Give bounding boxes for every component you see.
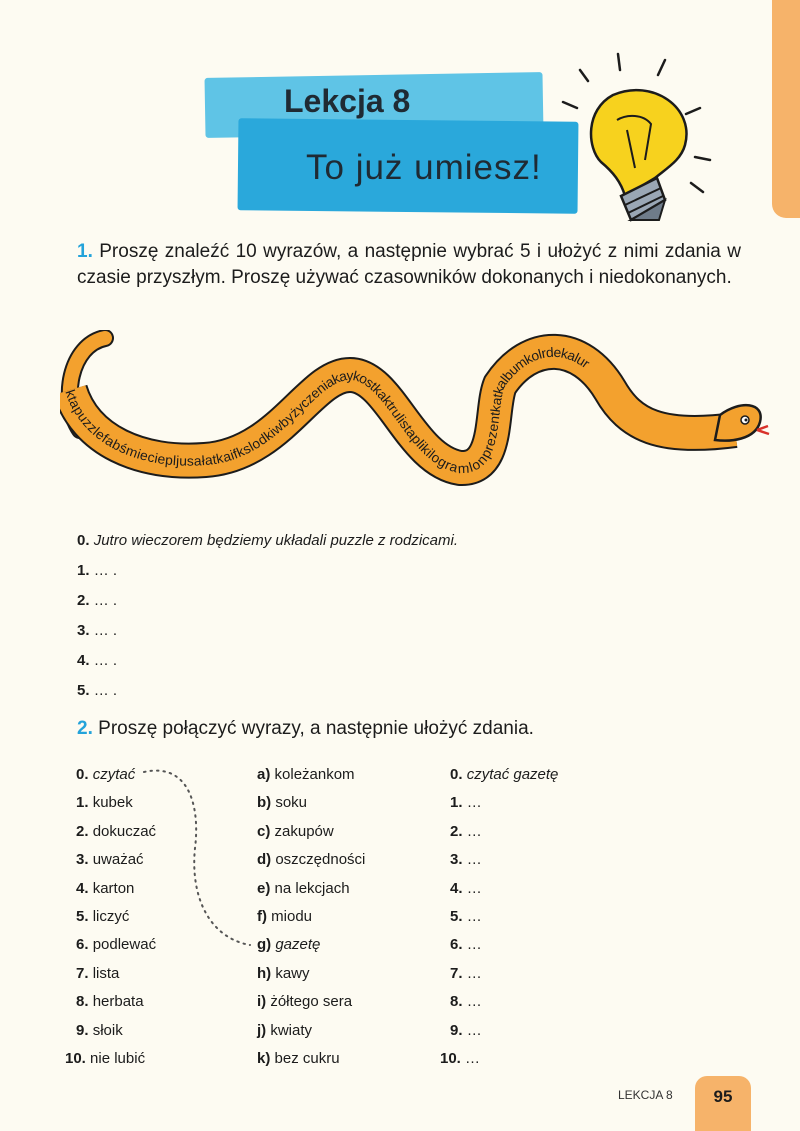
- item-number: 1.: [76, 794, 89, 812]
- answer-line[interactable]: [450, 935, 558, 963]
- match-option[interactable]: [257, 907, 365, 935]
- answer-line[interactable]: [77, 620, 458, 650]
- answer-blank: …: [466, 879, 482, 897]
- lesson-title: Lekcja 8: [284, 83, 411, 119]
- item-word: karton: [92, 879, 135, 897]
- page-number: 95: [713, 1087, 733, 1106]
- match-option[interactable]: [257, 935, 365, 963]
- example-line: [77, 530, 458, 560]
- option-word: soku: [275, 794, 308, 812]
- task-1-instruction: [77, 239, 741, 291]
- item-word: podlewać: [92, 936, 157, 954]
- match-option[interactable]: [257, 964, 365, 992]
- match-item[interactable]: [76, 935, 156, 963]
- option-word: kwiaty: [270, 1021, 313, 1039]
- answer-blank: …: [466, 822, 482, 840]
- answer-blank: … .: [93, 562, 118, 579]
- match-item[interactable]: [76, 765, 156, 793]
- answer-line[interactable]: [440, 1049, 558, 1077]
- answer-blank: …: [465, 1049, 481, 1067]
- line-number: 4.: [77, 652, 90, 669]
- item-word: słoik: [92, 1021, 123, 1039]
- option-letter: k): [257, 1049, 271, 1067]
- match-item[interactable]: [76, 879, 156, 907]
- item-word: nie lubić: [90, 1049, 146, 1067]
- item-number: 2.: [76, 822, 89, 840]
- item-word: herbata: [92, 993, 144, 1011]
- option-word: koleżankom: [274, 766, 355, 783]
- item-word: uważać: [92, 851, 144, 869]
- match-item[interactable]: [76, 992, 156, 1020]
- option-word: zakupów: [274, 822, 334, 840]
- item-number: 9.: [76, 1021, 89, 1039]
- item-number: 8.: [76, 993, 89, 1011]
- task-1-answers: [77, 530, 458, 710]
- answer-line[interactable]: [450, 793, 558, 821]
- answer-number: 9.: [450, 1021, 463, 1039]
- answer-blank: … .: [93, 622, 118, 639]
- item-number: 0.: [76, 766, 89, 783]
- answer-number: 6.: [450, 936, 463, 954]
- option-word: bez cukru: [274, 1049, 340, 1067]
- task-text: Proszę znaleźć 10 wyrazów, a następnie wybrać 5 i ułożyć z nimi zdania w czasie przyszłym. Proszę używać czasowników dokonanych i niedokonanych.: [77, 241, 741, 288]
- option-word: miodu: [271, 907, 313, 925]
- line-number: 3.: [77, 622, 90, 639]
- item-word: liczyć: [92, 907, 130, 925]
- item-number: 3.: [76, 851, 89, 869]
- answer-number: 0.: [450, 766, 463, 783]
- answer-blank: …: [466, 964, 482, 982]
- answer-blank: …: [466, 794, 482, 812]
- option-word: gazetę: [275, 936, 321, 954]
- answer-line[interactable]: [450, 879, 558, 907]
- line-number: 1.: [77, 562, 90, 579]
- answer-blank: …: [466, 936, 482, 954]
- option-word: żółtego sera: [270, 993, 353, 1011]
- footer-lesson-label: LEKCJA 8: [618, 1088, 673, 1102]
- page-number-badge: [695, 1076, 751, 1131]
- option-word: na lekcjach: [274, 879, 350, 897]
- item-number: 5.: [76, 907, 89, 925]
- answer-line[interactable]: [450, 822, 558, 850]
- option-letter: f): [257, 907, 267, 925]
- answer-blank: … .: [93, 592, 118, 609]
- answer-line[interactable]: [77, 590, 458, 620]
- answer-number: 10.: [440, 1049, 461, 1067]
- word-snake: [60, 330, 770, 500]
- match-option[interactable]: [257, 793, 365, 821]
- match-option[interactable]: [257, 1049, 365, 1077]
- answer-blank: …: [466, 907, 482, 925]
- option-letter: g): [257, 936, 272, 954]
- line-number: 0.: [77, 532, 90, 549]
- verbs-column: [65, 765, 157, 1077]
- item-number: 6.: [76, 936, 89, 954]
- answer-text: czytać gazetę: [466, 766, 559, 783]
- matching-line: [140, 768, 260, 953]
- match-item[interactable]: [65, 1049, 156, 1077]
- match-item[interactable]: [76, 793, 156, 821]
- item-number: 7.: [76, 964, 89, 982]
- answer-blank: … .: [93, 652, 118, 669]
- answer-number: 7.: [450, 964, 463, 982]
- task-text: Proszę połączyć wyrazy, a następnie ułożyć zdania.: [98, 718, 534, 739]
- answer-number: 3.: [450, 851, 463, 869]
- option-word: kawy: [275, 964, 310, 982]
- option-letter: b): [257, 794, 272, 812]
- match-option[interactable]: [257, 992, 365, 1020]
- answer-line[interactable]: [450, 1021, 558, 1049]
- answer-number: 4.: [450, 879, 463, 897]
- option-word: oszczędności: [275, 851, 366, 869]
- item-number: 4.: [76, 879, 89, 897]
- match-item[interactable]: [76, 822, 156, 850]
- option-letter: c): [257, 822, 271, 840]
- option-letter: h): [257, 964, 272, 982]
- answer-blank: … .: [93, 682, 118, 699]
- answer-line[interactable]: [77, 680, 458, 710]
- option-letter: e): [257, 879, 271, 897]
- item-number: 10.: [65, 1049, 86, 1067]
- item-word: kubek: [92, 794, 133, 812]
- answer-line: [450, 765, 558, 793]
- answer-line[interactable]: [77, 560, 458, 590]
- answer-line[interactable]: [450, 907, 558, 935]
- answer-number: 5.: [450, 907, 463, 925]
- match-item[interactable]: [76, 907, 156, 935]
- answer-blank: …: [466, 993, 482, 1011]
- match-item[interactable]: [76, 1021, 156, 1049]
- answer-number: 1.: [450, 794, 463, 812]
- match-item[interactable]: [76, 964, 156, 992]
- lightbulb-icon: [555, 50, 725, 235]
- option-letter: j): [257, 1021, 267, 1039]
- answer-line[interactable]: [450, 964, 558, 992]
- edge-tab: [772, 0, 800, 218]
- match-option[interactable]: [257, 879, 365, 907]
- example-sentence: Jutro wieczorem będziemy układali puzzle z rodzicami.: [93, 532, 458, 549]
- answers-column: [440, 765, 559, 1077]
- snake-letters: ktapuzzlefabśmieciepljusałatkaifkslodkiwbyżyczeniakaykostkaktrulistaplikilogramlonprezentkatkalbumkolrdekalur: [62, 344, 593, 477]
- answer-line[interactable]: [450, 850, 558, 878]
- answer-blank: …: [466, 1021, 482, 1039]
- line-number: 2.: [77, 592, 90, 609]
- option-letter: d): [257, 851, 272, 869]
- task-2-instruction: [77, 716, 534, 742]
- match-option[interactable]: [257, 850, 365, 878]
- task-number: 2.: [77, 718, 93, 739]
- item-word: dokuczać: [92, 822, 157, 840]
- option-letter: a): [257, 766, 271, 783]
- answer-blank: …: [466, 851, 482, 869]
- answer-number: 8.: [450, 993, 463, 1011]
- option-letter: i): [257, 993, 267, 1011]
- item-word: lista: [92, 964, 120, 982]
- answer-number: 2.: [450, 822, 463, 840]
- line-number: 5.: [77, 682, 90, 699]
- match-option[interactable]: [257, 765, 365, 793]
- complements-column: [257, 765, 365, 1077]
- answer-line[interactable]: [77, 650, 458, 680]
- match-option[interactable]: [257, 1021, 365, 1049]
- item-word: czytać: [92, 766, 136, 783]
- match-item[interactable]: [76, 850, 156, 878]
- answer-line[interactable]: [450, 992, 558, 1020]
- lesson-subtitle: To już umiesz!: [306, 148, 542, 187]
- task-number: 1.: [77, 241, 93, 262]
- match-option[interactable]: [257, 822, 365, 850]
